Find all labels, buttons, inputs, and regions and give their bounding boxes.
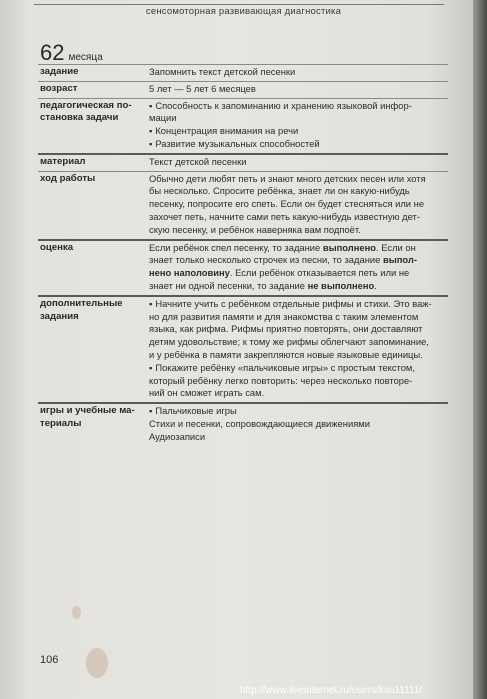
text-fragment: . Если он xyxy=(376,241,416,253)
text-line: бы несколько. Спросите ребёнка, знает ли он какую-нибудь xyxy=(149,185,410,197)
label-additional-line2: задания xyxy=(40,310,79,322)
text-line: песенку, попросите его спеть. Если он будет стесняться или не xyxy=(149,198,425,210)
watermark-url: http://www.liveinternet.ru/users/ksu11111/ xyxy=(240,685,423,696)
text-fragment: . xyxy=(374,279,377,291)
row-evaluation xyxy=(38,241,448,297)
text-line: но для развития памяти и для знакомства с таким элементом xyxy=(149,310,419,322)
text-line xyxy=(149,267,448,280)
list-item: ▪ Концентрация внимания на речи xyxy=(149,125,448,138)
row-additional xyxy=(38,297,448,404)
text-line: детям удовольствие; к тому же рифмы облегчают запоминание, xyxy=(149,336,429,348)
page-title xyxy=(40,40,103,66)
value-age: 5 лет — 5 лет 6 месяцев xyxy=(149,82,256,94)
book-spine-shadow xyxy=(473,0,487,699)
text-line: скую песенку, и ребёнок наверняка вам подпоёт. xyxy=(149,223,361,235)
value-task: Запомнить текст детской песенки xyxy=(149,66,296,77)
bold-result: нено наполовину xyxy=(149,267,230,279)
value-evaluation xyxy=(144,241,448,295)
label-pedagogical xyxy=(38,99,144,153)
text-line xyxy=(149,242,448,255)
text-line: Аудиозаписи xyxy=(149,430,206,442)
label-additional xyxy=(38,297,144,402)
text-line: языка, как рифма. Рифмы приятно повторять, они доставляют xyxy=(149,323,423,335)
page-stain xyxy=(86,648,108,678)
page-number: 106 xyxy=(40,654,59,666)
row-age xyxy=(38,82,448,99)
label-additional-line1: дополнительные xyxy=(40,297,123,309)
row-procedure xyxy=(38,172,448,241)
value-additional xyxy=(144,297,448,402)
value-games xyxy=(144,404,448,445)
page-stain xyxy=(72,606,81,619)
label-evaluation: оценка xyxy=(40,241,74,253)
text-line xyxy=(149,254,448,267)
diagnostic-table xyxy=(38,64,448,446)
text-fragment: знает ни одной песенки, то задание xyxy=(149,279,308,291)
value-procedure xyxy=(144,172,448,239)
text-line xyxy=(149,280,448,293)
bold-result: выполнено xyxy=(322,241,377,253)
text-fragment: Если ребёнок спел песенку, то задание xyxy=(149,241,323,253)
label-procedure: ход работы xyxy=(40,172,96,184)
row-games xyxy=(38,404,448,445)
top-rule xyxy=(34,4,444,5)
row-material xyxy=(38,155,448,172)
list-item: ▪ Способность к запоминанию и хранению языковой инфор- xyxy=(149,100,448,113)
text-line: ▪ Покажите ребёнку «пальчиковые игры» с простым текстом, xyxy=(149,362,448,375)
text-line: ний он сможет играть сам. xyxy=(149,387,265,399)
label-age: возраст xyxy=(40,82,78,94)
text-line: ▪ Пальчиковые игры xyxy=(149,405,448,418)
label-games xyxy=(38,404,144,445)
label-material: материал xyxy=(40,155,86,167)
text-fragment: знает только несколько строчек из песни, то задание xyxy=(149,254,383,266)
text-line: и у ребёнка в памяти закрепляются новые языковые единицы. xyxy=(149,348,423,360)
label-pedagogical-line2: становка задачи xyxy=(40,112,119,124)
value-material: Текст детской песенки xyxy=(149,155,247,167)
bold-result: выпол- xyxy=(382,254,417,266)
text-line: захочет петь, начните сами петь какую-нибудь известную дет- xyxy=(149,210,420,222)
label-task: задание xyxy=(40,66,79,77)
running-head: сенсомоторная развивающая диагностика xyxy=(145,6,342,17)
value-pedagogical xyxy=(144,99,448,153)
text-line: Стихи и песенки, сопровождающиеся движениями xyxy=(149,417,370,429)
row-pedagogical xyxy=(38,99,448,155)
title-number: 62 xyxy=(40,40,65,65)
text-fragment: . Если ребёнок отказывается петь или не xyxy=(229,267,410,279)
row-task xyxy=(38,64,448,82)
label-games-line2: териалы xyxy=(40,417,82,429)
label-pedagogical-line1: педагогическая по- xyxy=(40,99,132,111)
title-unit: месяца xyxy=(68,52,103,63)
list-item-continuation: мации xyxy=(149,112,177,124)
list-item: ▪ Развитие музыкальных способностей xyxy=(149,138,448,151)
text-line: ▪ Начните учить с ребёнком отдельные рифмы и стихи. Это важ- xyxy=(149,298,448,311)
bold-result: не выполнено xyxy=(307,279,375,291)
label-games-line1: игры и учебные ма- xyxy=(40,405,135,417)
text-line: который ребёнку легко повторить: через несколько повторе- xyxy=(149,374,413,386)
text-line: Обычно дети любят петь и знают много детских песен или хотя xyxy=(149,172,426,184)
